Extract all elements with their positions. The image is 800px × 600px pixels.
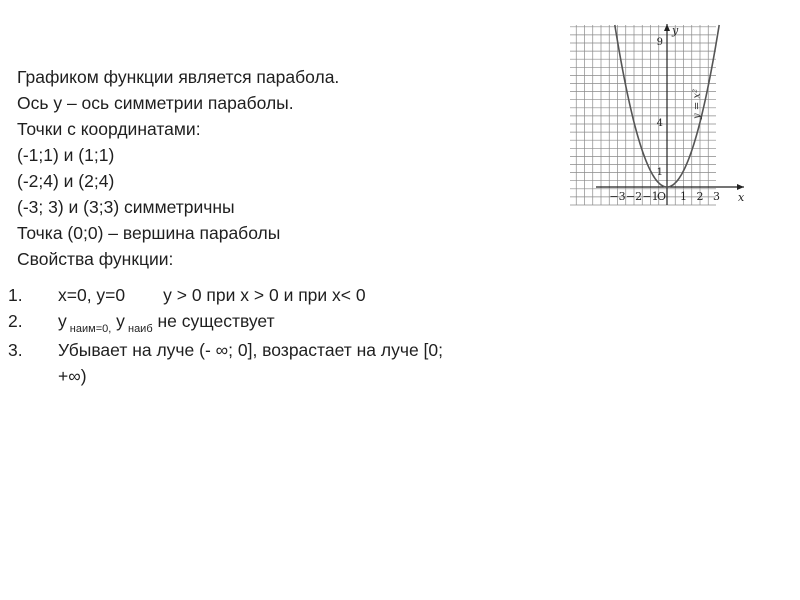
- properties-list: [8, 282, 568, 389]
- y-axis-label: y: [672, 24, 679, 37]
- list-item-1-part-b: y > 0 при x > 0 и при x< 0: [163, 285, 366, 305]
- y-tick-label: 9: [656, 37, 663, 49]
- list-number: 1.: [8, 285, 23, 305]
- y-symbol: y: [111, 311, 125, 331]
- x-tick-label: 1: [680, 190, 687, 203]
- list-number: 2.: [8, 311, 23, 331]
- x-tick-label: 3: [713, 190, 720, 203]
- parabola-chart: [566, 20, 750, 210]
- x-tick-label: −3: [609, 190, 626, 203]
- text-line-7: Точка (0;0) – вершина параболы: [17, 223, 281, 243]
- list-item-3-line-a: Убывает на луче (- ∞; 0], возрастает на луче [0;: [58, 340, 444, 360]
- list-item-3: [8, 337, 568, 389]
- list-number: 3.: [8, 340, 23, 360]
- subscript-max: наиб: [124, 323, 153, 335]
- list-item-1-part-a: x=0, y=0: [58, 285, 126, 305]
- text-line-6: (-3; 3) и (3;3) симметричны: [17, 197, 235, 217]
- x-axis-arrow: [737, 184, 744, 190]
- text-line-5: (-2;4) и (2;4): [17, 171, 115, 191]
- x-tick-label: 2: [696, 190, 704, 203]
- origin-label: O: [657, 190, 667, 203]
- y-axis-arrow: [664, 24, 670, 31]
- list-item-1: [8, 282, 568, 308]
- subscript-min: наим=0,: [66, 323, 112, 335]
- text-line-1: Графиком функции является парабола.: [17, 67, 340, 87]
- y-symbol: y: [58, 311, 67, 331]
- text-line-4: (-1;1) и (1;1): [17, 145, 115, 165]
- x-tick-label: −2: [625, 190, 643, 203]
- text-line-3: Точки с координатами:: [17, 119, 201, 139]
- curve-label: y = x²: [692, 88, 703, 119]
- text-line-2: Ось у – ось симметрии параболы.: [17, 93, 294, 113]
- list-item-2: [8, 308, 568, 337]
- text-block: [17, 64, 577, 272]
- x-axis-label: x: [738, 191, 745, 204]
- x-tick-label: −1: [642, 190, 659, 203]
- y-tick-label: 1: [656, 166, 663, 178]
- list-item-3-line-b: +∞): [58, 366, 87, 386]
- text-line-8: Свойства функции:: [17, 249, 174, 269]
- y-tick-label: 4: [656, 118, 663, 130]
- list-item-2-rest: не существует: [152, 311, 275, 331]
